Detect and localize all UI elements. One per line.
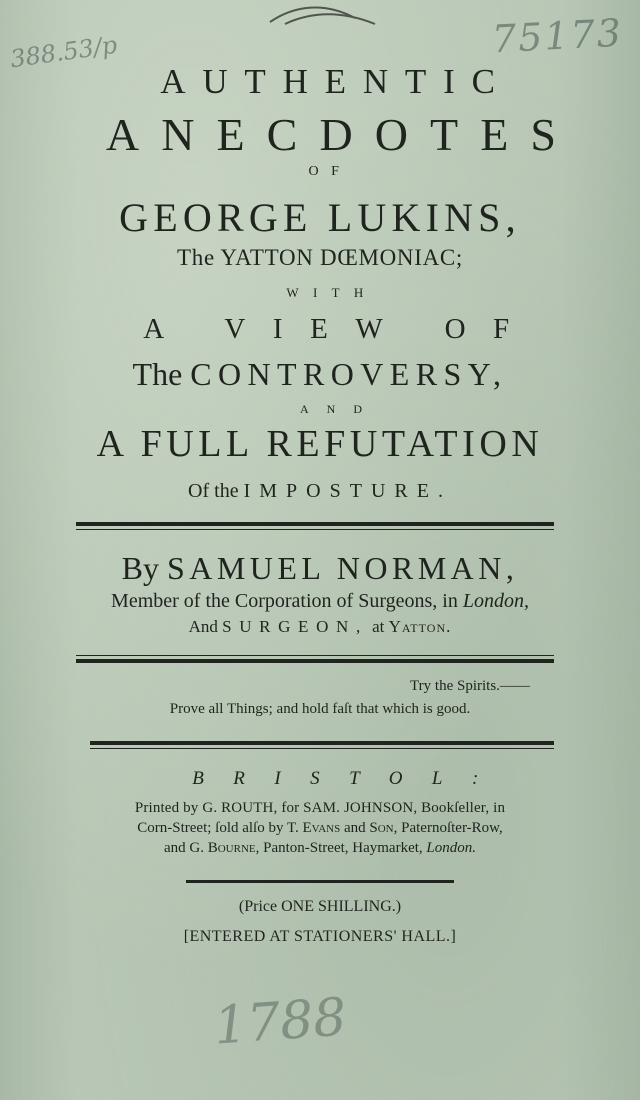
- title-george-lukins: GEORGE LUKINS,: [119, 195, 521, 240]
- author-member-line: [0, 590, 640, 613]
- author-place: Yatton.: [388, 617, 452, 636]
- shelfmark-right: 75173: [490, 10, 624, 62]
- author-surgeon-line: [0, 617, 640, 637]
- ink-flourish-icon: [265, 0, 385, 30]
- imprint-city: BRISTOL:: [192, 768, 508, 789]
- rule-double-3b: [90, 748, 554, 749]
- imprint-evans: Evans: [302, 820, 341, 836]
- imprint-panton: Panton-Street, Haymarket,: [263, 840, 423, 856]
- rule-double-2a: [76, 655, 554, 656]
- imprint-and: and: [343, 820, 366, 836]
- title-of-the: Of the: [188, 480, 239, 502]
- author-at: at: [372, 617, 385, 636]
- author-surgeon: SURGEON,: [222, 617, 368, 636]
- title-the: The: [132, 356, 183, 392]
- title-full-refutation: A FULL REFUTATION: [96, 423, 544, 465]
- title-controversy-line: [0, 356, 640, 393]
- rule-double-3a: [90, 741, 554, 745]
- shelfmark-left: 388.53/p: [8, 30, 119, 74]
- title-with: WITH: [286, 285, 378, 300]
- price-line: (Price ONE SHILLING.): [238, 898, 402, 915]
- imprint-son: Son,: [369, 820, 398, 836]
- imprint-paternoster: Paternoſter-Row,: [401, 820, 503, 836]
- imprint-line-2a: Corn-Street; ſold alſo by T.: [137, 820, 299, 836]
- title-controversy: CONTROVERSY,: [190, 356, 508, 392]
- imprint-line-2: [0, 820, 640, 837]
- title-a-view-of: A VIEW OF: [143, 313, 537, 345]
- imprint-line-3: [0, 840, 640, 857]
- title-imposture: IMPOSTURE.: [243, 480, 452, 502]
- rule-double-1a: [76, 522, 554, 526]
- title-imposture-line: [0, 480, 640, 503]
- rule-double-2b: [76, 659, 554, 663]
- author-member-place: London,: [462, 590, 529, 612]
- stationers-line: [ENTERED AT STATIONERS' HALL.]: [183, 928, 457, 945]
- author-member: Member of the Corporation of Surgeons, in: [111, 590, 458, 612]
- epigraph-line-2: Prove all Things; and hold faſt that which is good.: [169, 701, 471, 717]
- title-yatton-demoniac: The YATTON DŒMONIAC;: [177, 245, 463, 270]
- author-name: SAMUEL NORMAN,: [167, 550, 519, 586]
- handwritten-year: 1788: [212, 987, 349, 1057]
- imprint-line-1: Printed by G. ROUTH, for SAM. JOHNSON, Bookſeller, in: [134, 800, 506, 816]
- title-anecdotes: ANECDOTES: [105, 109, 579, 160]
- epigraph-line-1: Try the Spirits.——: [410, 678, 530, 694]
- imprint-and-g: and G.: [163, 840, 204, 856]
- imprint-london: London.: [426, 840, 477, 856]
- title-authentic: AUTHENTIC: [160, 62, 512, 101]
- rule-short: [186, 880, 454, 883]
- author-by-line: [0, 550, 640, 587]
- author-and: And: [188, 617, 218, 636]
- title-of: OF: [308, 164, 352, 179]
- rule-double-1b: [76, 529, 554, 530]
- author-by: By: [121, 550, 159, 586]
- title-and: AND: [300, 402, 380, 416]
- imprint-bourne: Bourne,: [207, 840, 260, 856]
